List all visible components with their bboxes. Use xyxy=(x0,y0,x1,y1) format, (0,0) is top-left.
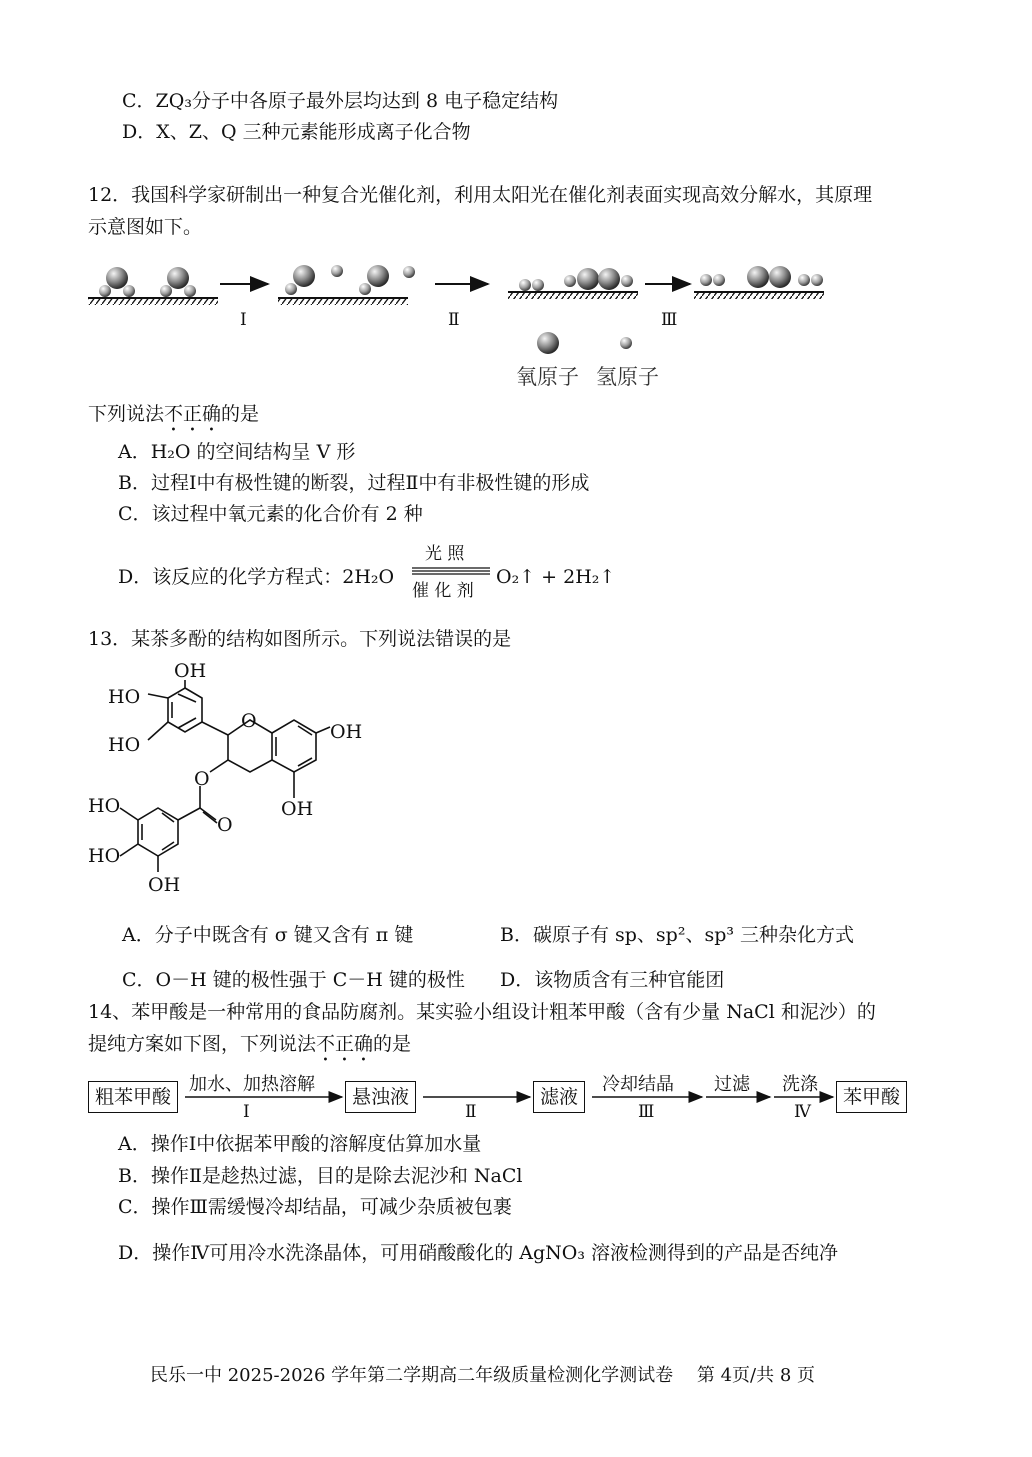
q14-stem-line1: 14、苯甲酸是一种常用的食品防腐剂。某实验小组设计粗苯甲酸（含有少量 NaCl 和泥沙）的 xyxy=(88,1001,876,1023)
struct-label-ho: HO xyxy=(108,734,141,756)
flow-step-label-filter: 过滤 xyxy=(714,1074,750,1095)
q11-option-c: C．ZQ₃分子中各原子最外层均达到 8 电子稳定结构 xyxy=(122,90,559,112)
flow-roman-4: Ⅳ xyxy=(794,1102,811,1122)
struct-label-ester-o: O xyxy=(194,768,210,790)
flow-step-label-wash: 洗涤 xyxy=(782,1074,818,1095)
flow-box-suspension: 悬浊液 xyxy=(345,1081,416,1113)
step-label-1: Ⅰ xyxy=(240,310,247,330)
struct-label-oh: OH xyxy=(281,798,314,820)
step-label-3: Ⅲ xyxy=(661,310,678,330)
struct-label-ho: HO xyxy=(88,795,121,817)
struct-label-oh: OH xyxy=(174,660,207,682)
struct-label-ho: HO xyxy=(108,686,141,708)
q12-prompt: 下列说法不正确的是 xyxy=(88,403,260,425)
q13-option-b: B．碳原子有 sp、sp²、sp³ 三种杂化方式 xyxy=(500,924,855,946)
reaction-condition-top: 光 照 xyxy=(425,544,465,564)
struct-label-ho: HO xyxy=(88,845,121,867)
flow-step-label-1: 加水、加热溶解 xyxy=(189,1074,315,1095)
page-footer: 民乐一中 2025-2026 学年第二学期高二年级质量检测化学测试卷 第 4页/共 8 页 xyxy=(150,1365,815,1386)
q14-option-b: B．操作Ⅱ是趁热过滤，目的是除去泥沙和 NaCl xyxy=(118,1165,523,1187)
flow-box-crude: 粗苯甲酸 xyxy=(88,1081,178,1113)
q13-option-a: A．分子中既含有 σ 键又含有 π 键 xyxy=(122,924,414,946)
q12-stem-line1: 12．我国科学家研制出一种复合光催化剂，利用太阳光在催化剂表面实现高效分解水，其原理 xyxy=(88,184,873,206)
flow-box-filtrate: 滤液 xyxy=(533,1081,585,1113)
q14-option-c: C．操作Ⅲ需缓慢冷却结晶，可减少杂质被包裹 xyxy=(118,1196,512,1218)
q12-option-b: B．过程Ⅰ中有极性键的断裂，过程Ⅱ中有非极性键的形成 xyxy=(118,472,590,494)
legend-oxygen-label: 氧原子 xyxy=(516,365,579,389)
flow-roman-3: Ⅲ xyxy=(638,1102,655,1122)
struct-label-oh: OH xyxy=(330,721,363,743)
flow-roman-1: Ⅰ xyxy=(243,1102,250,1122)
flow-roman-2: Ⅱ xyxy=(465,1102,477,1122)
q12-option-a: A．H₂O 的空间结构呈 V 形 xyxy=(118,441,356,463)
flow-step-label-3: 冷却结晶 xyxy=(602,1074,674,1095)
q14-option-d: D．操作Ⅳ可用冷水洗涤晶体，可用硝酸酸化的 AgNO₃ 溶液检测得到的产品是否纯净 xyxy=(118,1242,838,1264)
legend-hydrogen-label: 氢原子 xyxy=(596,365,659,389)
q13-stem: 13．某茶多酚的结构如图所示。下列说法错误的是 xyxy=(88,628,512,650)
q13-option-d: D．该物质含有三种官能团 xyxy=(500,969,725,991)
struct-label-ring-o: O xyxy=(241,710,257,732)
q12-stem-line2: 示意图如下。 xyxy=(88,216,203,238)
q12-option-c: C．该过程中氧元素的化合价有 2 种 xyxy=(118,503,423,525)
q13-option-c: C．O－H 键的极性强于 C－H 键的极性 xyxy=(122,969,465,991)
q12-option-d-pre: D．该反应的化学方程式：2H₂O xyxy=(118,566,395,588)
q12-option-d-products: O₂↑ + 2H₂↑ xyxy=(496,566,616,588)
reaction-condition-bottom: 催 化 剂 xyxy=(412,581,474,601)
flow-box-product: 苯甲酸 xyxy=(836,1081,907,1113)
q14-option-a: A．操作Ⅰ中依据苯甲酸的溶解度估算加水量 xyxy=(118,1133,482,1155)
struct-label-carbonyl-o: O xyxy=(217,814,233,836)
q14-stem-line2: 提纯方案如下图，下列说法不正确的是 xyxy=(88,1033,412,1055)
struct-label-oh: OH xyxy=(148,874,181,896)
q11-option-d: D．X、Z、Q 三种元素能形成离子化合物 xyxy=(122,121,471,143)
step-label-2: Ⅱ xyxy=(448,310,460,330)
